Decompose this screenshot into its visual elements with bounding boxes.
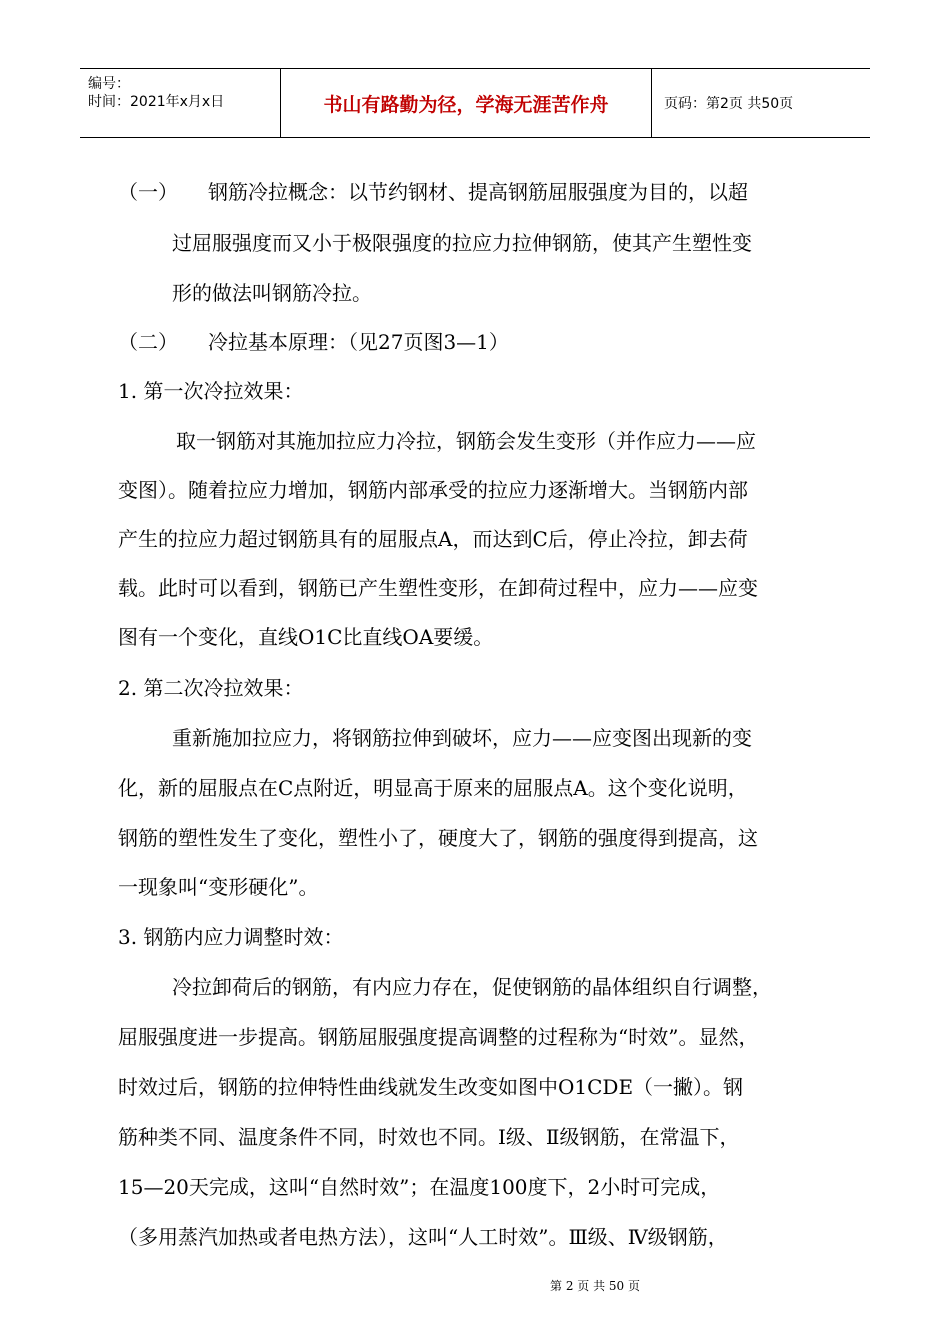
body-line: （二） 冷拉基本原理：（见27页图3—1） — [118, 330, 509, 354]
body-line: 时效过后，钢筋的拉伸特性曲线就发生改变如图中O1CDE（一撇）。钢 — [118, 1075, 744, 1099]
body-line: 筋种类不同、温度条件不同，时效也不同。Ⅰ级、Ⅱ级钢筋，在常温下， — [118, 1125, 740, 1149]
footer-page-number: 第 2 页 共 50 页 — [550, 1279, 640, 1293]
body-line: 3. 钢筋内应力调整时效： — [118, 925, 344, 949]
body-line: 15—20天完成，这叫“自然时效”；在温度100度下，2小时可完成， — [118, 1175, 721, 1199]
document-time-label: 时间：2021年x月x日 — [88, 94, 225, 110]
document-number-label: 编号： — [88, 76, 130, 92]
body-line: 载。此时可以看到，钢筋已产生塑性变形，在卸荷过程中，应力——应变 — [118, 576, 758, 600]
body-line: （多用蒸汽加热或者电热方法），这叫“人工时效”。Ⅲ级、Ⅳ级钢筋， — [118, 1225, 728, 1249]
header-motto: 书山有路勤为径，学海无涯苦作舟 — [323, 93, 609, 116]
body-line: 冷拉卸荷后的钢筋，有内应力存在，促使钢筋的晶体组织自行调整， — [172, 975, 772, 999]
body-line: （一） 钢筋冷拉概念：以节约钢材、提高钢筋屈服强度为目的，以超 — [118, 180, 748, 204]
body-line: 变图）。随着拉应力增加，钢筋内部承受的拉应力逐渐增大。当钢筋内部 — [118, 478, 748, 502]
body-line: 一现象叫“变形硬化”。 — [118, 875, 319, 899]
body-line: 产生的拉应力超过钢筋具有的屈服点A，而达到C后，停止冷拉，卸去荷 — [118, 527, 748, 551]
body-line: 重新施加拉应力，将钢筋拉伸到破坏，应力——应变图出现新的变 — [172, 726, 752, 750]
body-line: 1. 第一次冷拉效果： — [118, 379, 304, 403]
body-line: 2. 第二次冷拉效果： — [118, 676, 304, 700]
header-page-info: 页码：第2页 共50页 — [664, 96, 794, 112]
page-footer — [0, 1277, 950, 1294]
body-line: 化，新的屈服点在C点附近，明显高于原来的屈服点A。这个变化说明， — [118, 776, 748, 800]
body-line: 取一钢筋对其施加拉应力冷拉，钢筋会发生变形（并作应力——应 — [176, 429, 756, 453]
body-line: 图有一个变化，直线O1C比直线OA要缓。 — [118, 625, 494, 649]
body-line: 过屈服强度而又小于极限强度的拉应力拉伸钢筋，使其产生塑性变 — [172, 231, 752, 255]
body-line: 形的做法叫钢筋冷拉。 — [172, 281, 372, 305]
body-line: 钢筋的塑性发生了变化，塑性小了，硬度大了，钢筋的强度得到提高，这 — [118, 826, 758, 850]
body-line: 屈服强度进一步提高。钢筋屈服强度提高调整的过程称为“时效”。显然， — [118, 1025, 759, 1049]
